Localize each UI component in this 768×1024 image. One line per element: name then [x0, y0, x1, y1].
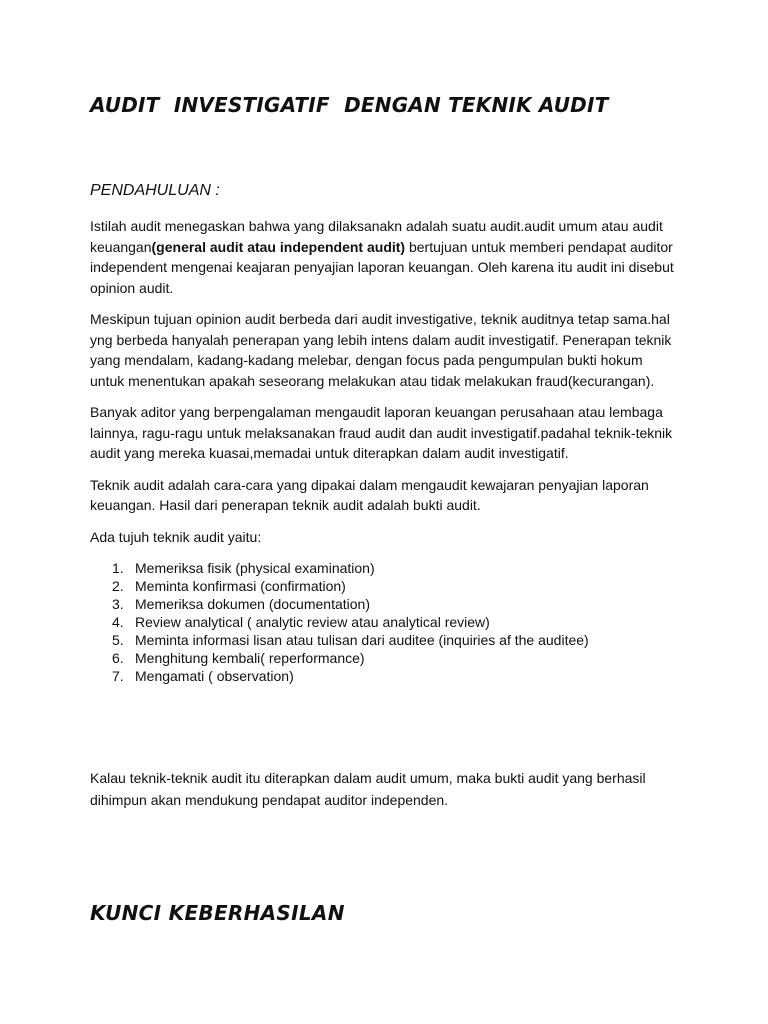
list-item [112, 613, 680, 631]
list-item-text: Memeriksa dokumen (documentation) [135, 596, 370, 612]
paragraph-2: Meskipun tujuan opinion audit berbeda dari audit investigative, teknik auditnya tetap sama.hal yng berbeda hanyalah penerapan yang lebih intens dalam audit investigatif. Penerapan teknik yang mendalam, kadang-kadang melebar, dengan focus pada pengumpulan bukti hokum untuk menentukan apakah seseorang melakukan atau tidak melakukan fraud(kecurangan). [90, 311, 672, 389]
document-body [90, 216, 680, 685]
list-item-number: 4. [112, 614, 124, 630]
list-item [112, 631, 680, 649]
list-item-text: Memeriksa fisik (physical examination) [135, 560, 375, 576]
list-item [112, 559, 680, 577]
list-item-number: 5. [112, 632, 124, 648]
paragraph-3: Banyak aditor yang berpengalaman mengaudit laporan keuangan perusahaan atau lembaga lainnya, ragu-ragu untuk melaksanakan fraud audit dan audit investigatif.padahal teknik-teknik audit yang mereka kuasai,memadai untuk diterapkan dalam audit investigatif. [90, 404, 673, 461]
list-item-number: 1. [112, 560, 124, 576]
list-item [112, 667, 680, 685]
list-intro: Ada tujuh teknik audit yaitu: [90, 528, 262, 545]
paragraph-1 [90, 216, 680, 298]
list-item-number: 6. [112, 650, 124, 666]
section-heading-pendahuluan: PENDAHULUAN : [90, 182, 220, 199]
list-item [112, 595, 680, 613]
list-item-number: 3. [112, 596, 124, 612]
list-item-text: Mengamati ( observation) [135, 668, 294, 684]
list-item-text: Meminta konfirmasi (confirmation) [135, 578, 346, 594]
paragraph-4: Teknik audit adalah cara-cara yang dipakai dalam mengaudit kewajaran penyajian laporan keuangan. Hasil dari penerapan teknik audit adalah bukti audit. [90, 476, 649, 513]
list-item-number: 2. [112, 578, 124, 594]
techniques-list [90, 559, 680, 685]
list-item [112, 577, 680, 595]
section-title-kunci-keberhasilan: KUNCI KEBERHASILAN [90, 901, 345, 925]
paragraph-1-text: Istilah audit menegaskan bahwa yang dilaksanakn adalah suatu audit.audit umum atau audit keuangan [90, 218, 663, 255]
closing-paragraph: Kalau teknik-teknik audit itu diterapkan dalam audit umum, maka bukti audit yang berhasil dihimpun akan mendukung pendapat auditor independen. [90, 770, 646, 808]
document-title: AUDIT INVESTIGATIF DENGAN TEKNIK AUDIT [90, 93, 609, 117]
list-item-text: Menghitung kembali( reperformance) [135, 650, 365, 666]
paragraph-1-text-continued: bertujuan untuk memberi pendapat auditor independent mengenai keajaran penyajian laporan keuangan. Oleh karena itu audit ini disebut opinion audit. [90, 238, 674, 296]
list-item [112, 649, 680, 667]
list-item-text: Meminta informasi lisan atau tulisan dari auditee (inquiries af the auditee) [135, 632, 589, 648]
list-item-number: 7. [112, 668, 124, 684]
paragraph-1-bold-text: (general audit atau independent audit) [151, 238, 406, 255]
list-item-text: Review analytical ( analytic review atau analytical review) [135, 614, 490, 630]
